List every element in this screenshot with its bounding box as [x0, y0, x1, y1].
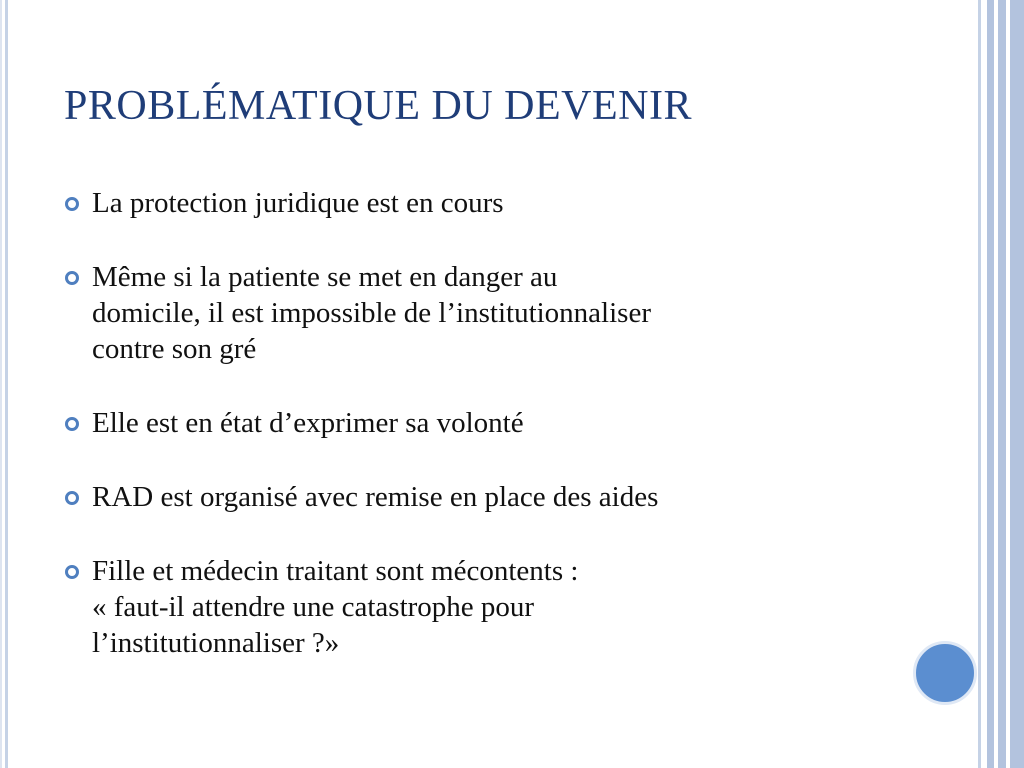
- bullet-marker-icon: [65, 197, 79, 211]
- bullet-list: [64, 185, 944, 699]
- bullet-item: [64, 479, 944, 515]
- bullet-marker-icon: [65, 271, 79, 285]
- slide-title: PROBLÉMATIQUE DU DEVENIR: [64, 83, 692, 129]
- bullet-item: [64, 185, 944, 221]
- bullet-marker-icon: [65, 417, 79, 431]
- bullet-text: RAD est organisé avec remise en place des aides: [92, 481, 659, 513]
- bullet-text: Elle est en état d’exprimer sa volonté: [92, 407, 524, 439]
- right-border-stripe: [987, 0, 994, 768]
- bullet-item: [64, 553, 944, 661]
- right-border-stripe: [998, 0, 1006, 768]
- bullet-text: Fille et médecin traitant sont mécontents : « faut-il attendre une catastrophe pour l’institutionnaliser ?»: [92, 555, 579, 659]
- left-border-stripe: [0, 0, 2, 768]
- right-border-stripe: [1010, 0, 1024, 768]
- left-border-decoration: [0, 0, 8, 768]
- bullet-item: [64, 259, 944, 367]
- bullet-text: La protection juridique est en cours: [92, 187, 504, 219]
- bullet-item: [64, 405, 944, 441]
- bullet-marker-icon: [65, 565, 79, 579]
- bullet-marker-icon: [65, 491, 79, 505]
- bullet-text: Même si la patiente se met en danger au domicile, il est impossible de l’institutionnaliser contre son gré: [92, 261, 651, 365]
- decorative-circle-icon: [913, 641, 977, 705]
